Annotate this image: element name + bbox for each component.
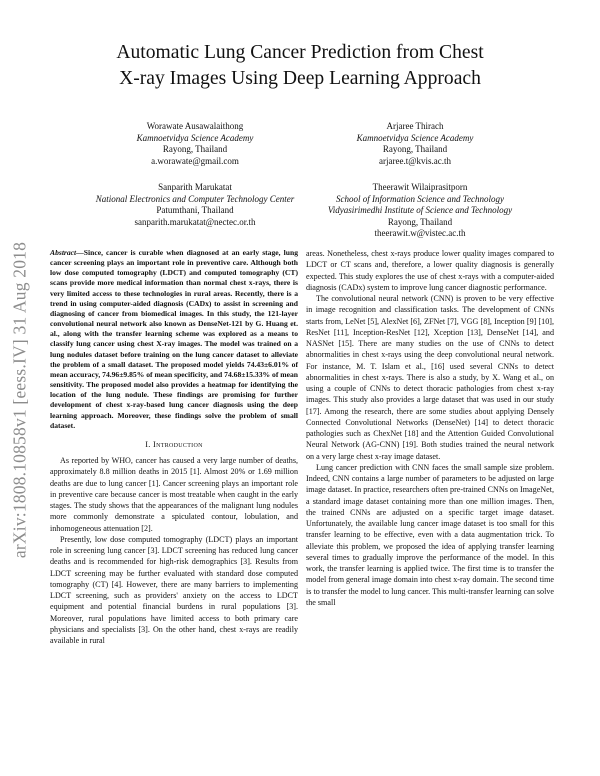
body-paragraph: areas. Nonetheless, chest x-rays produce lower quality images compared to LDCT or CT scans and, therefore, a lower quality diagnosis is generally expected. This study explores the use of chest x-rays with a computer-aided diagnosis (CADx) system to improve lung cancer diagnostic performance. [306, 249, 554, 292]
body-paragraph: As reported by WHO, cancer has caused a very large number of deaths, approximately 8.8 million deaths in 2015 [1]. Almost 20% or 1.69 million deaths are due to lung cancer [1]. Cancer screening plays an important role in preventive care because cancer is most treatable when caught in the early stages. The study shows that the appearances of the malignant lung nodules more commonly demonstrate a spiculated contour, lobulation, and inhomogeneous attenuation [2]. [50, 456, 298, 533]
author-block-3 [60, 182, 330, 228]
author-block-2 [315, 121, 515, 167]
author-affiliation: National Electronics and Computer Technology Center [95, 193, 295, 204]
author-location: Rayong, Thailand [162, 144, 228, 155]
author-email: sanparith.marukatat@nectec.or.th [134, 216, 256, 227]
author-block-4 [300, 182, 540, 240]
author-location: Patumthani, Thailand [156, 205, 234, 216]
author-affiliation: School of Information Science and Technology [336, 193, 504, 204]
author-block-1 [95, 121, 295, 167]
author-affiliation: Kamnoetvidya Science Academy [136, 132, 254, 143]
arxiv-identifier [6, 210, 34, 590]
author-location: Rayong, Thailand [382, 144, 448, 155]
author-email: theerawit.w@vistec.ac.th [374, 228, 466, 239]
author-name: Arjaree Thirach [386, 121, 444, 131]
section-title: Introduction [153, 439, 203, 449]
left-column [50, 248, 298, 646]
author-affiliation-2: Vidyasirimedhi Institute of Science and Technology [327, 205, 513, 216]
title-line-1: Automatic Lung Cancer Prediction from Chest [116, 42, 484, 63]
arxiv-identifier-text: arXiv:1808.10858v1 [eess.IV] 31 Aug 2018 [9, 241, 30, 559]
author-location: Rayong, Thailand [387, 216, 453, 227]
body-paragraph: The convolutional neural network (CNN) is proven to be very effective in image recognition and classification tasks. The development of CNNs starts from, LeNet [5], AlexNet [6], ZFNet [7], VGG [8], Inception [9] [10], ResNet [11], Inception-ResNet [12], Xception [13], DenseNet [14], and NASNet [15]. There are many studies on the use of CNNs to detect abnormalities in chest x-rays using the deep convolutional neural network. For instance, M. T. Islam et al., [16] used several CNNs to detect abnormalities in chest x-rays. There is also a study, by X. Wang et al., on using a couple of CNNs to detect thoracic pathologies from chest x-ray images. This study also provides a large dataset that was used in our study [17]. Among the research, there are some studies about applying Densely Connected Convolutional Networks (DenseNet) [14] to detect thoracic pathologies such as ChexNet [18] and the Attention Guided Convolutional Neural Network (AG-CNN) [19]. Both studies trained the neural network on a very large chest x-ray image dataset. [306, 294, 554, 461]
body-paragraph: Presently, low dose computed tomography (LDCT) plays an important role in screening lung cancer [3]. LDCT screening has reduced lung cancer deaths and is recommended for high-risk demographics [3]. Results from LDCT screening may be further evaluated with standard dose computed tomography (CT) [4]. However, there are many barriers to implementing LDCT screening, such as providers' anxiety on the access to LDCT equipment and potential financial burdens in rural populations [3]. Moreover, rural populations have limited access to both primary care physicians and specialists [3]. On the other hand, chest x-rays are readily available in rural [50, 534, 298, 646]
author-name: Sanparith Marukatat [158, 182, 232, 192]
author-affiliation: Kamnoetvidya Science Academy [356, 132, 474, 143]
author-name: Theerawit Wilaiprasitporn [372, 182, 468, 192]
title-line-2: X-ray Images Using Deep Learning Approach [119, 68, 481, 89]
section-heading-introduction [50, 439, 298, 450]
section-numeral: I. [145, 439, 151, 449]
body-paragraph: Lung cancer prediction with CNN faces the small sample size problem. Indeed, CNN contains a large number of parameters to be adjusted on large image dataset. In practice, researchers often pre-trained CNNs on ImageNet, a standard image dataset containing more than one million images. Then, the trained CNNs are adjusted on a specific target image dataset. Unfortunately, the available lung cancer image dataset is too small for this transfer learning to be effective, even with a data augmentation trick. To alleviate this problem, we proposed the idea of applying transfer learning several times to gradually improve the performance of the model. In this work, the transfer learning is applied twice. The first time is to transfer the model from general image domain into chest x-ray domain. The second time is to transfer the model to lung cancer. This multi-transfer learning can solve the small [306, 462, 554, 607]
author-name: Worawate Ausawalaithong [146, 121, 244, 131]
abstract-text: —Since, cancer is curable when diagnosed at an early stage, lung cancer screening plays an important role in preventive care. Although both low dose computed tomography (LDCT) and computed tomography (CT) scans provide more medical information than normal chest x-rays, there is very limited access to these technologies in rural areas. Recently, there is a trend in using computer-aided diagnosis (CADx) to assist in screening and diagnosing of cancer from biomedical images. In this study, the 121-layer convolutional neural network also known as DenseNet-121 by G. Huang et. al., along with the transfer learning scheme was explored as a means to classify lung cancer using chest X-ray images. The model was trained on a lung nodules dataset before training on the lung cancer dataset to alleviate the problem of a small dataset. The proposed model yields 74.43±6.01% of mean accuracy, 74.96±9.85% of mean specificity, and 74.68±15.33% of mean sensitivity. The proposed model also provides a heatmap for identifying the location of the lung nodule. These findings are promising for further development of chest x-ray-based lung cancer diagnosis using the deep learning approach. Moreover, these findings solve the problem of small dataset. [50, 248, 298, 430]
author-email: arjaree.t@kvis.ac.th [378, 155, 451, 166]
right-column [306, 248, 554, 608]
paper-title [60, 40, 540, 92]
author-email: a.worawate@gmail.com [151, 155, 239, 166]
abstract-label: Abstract [50, 248, 77, 257]
abstract [50, 248, 298, 431]
